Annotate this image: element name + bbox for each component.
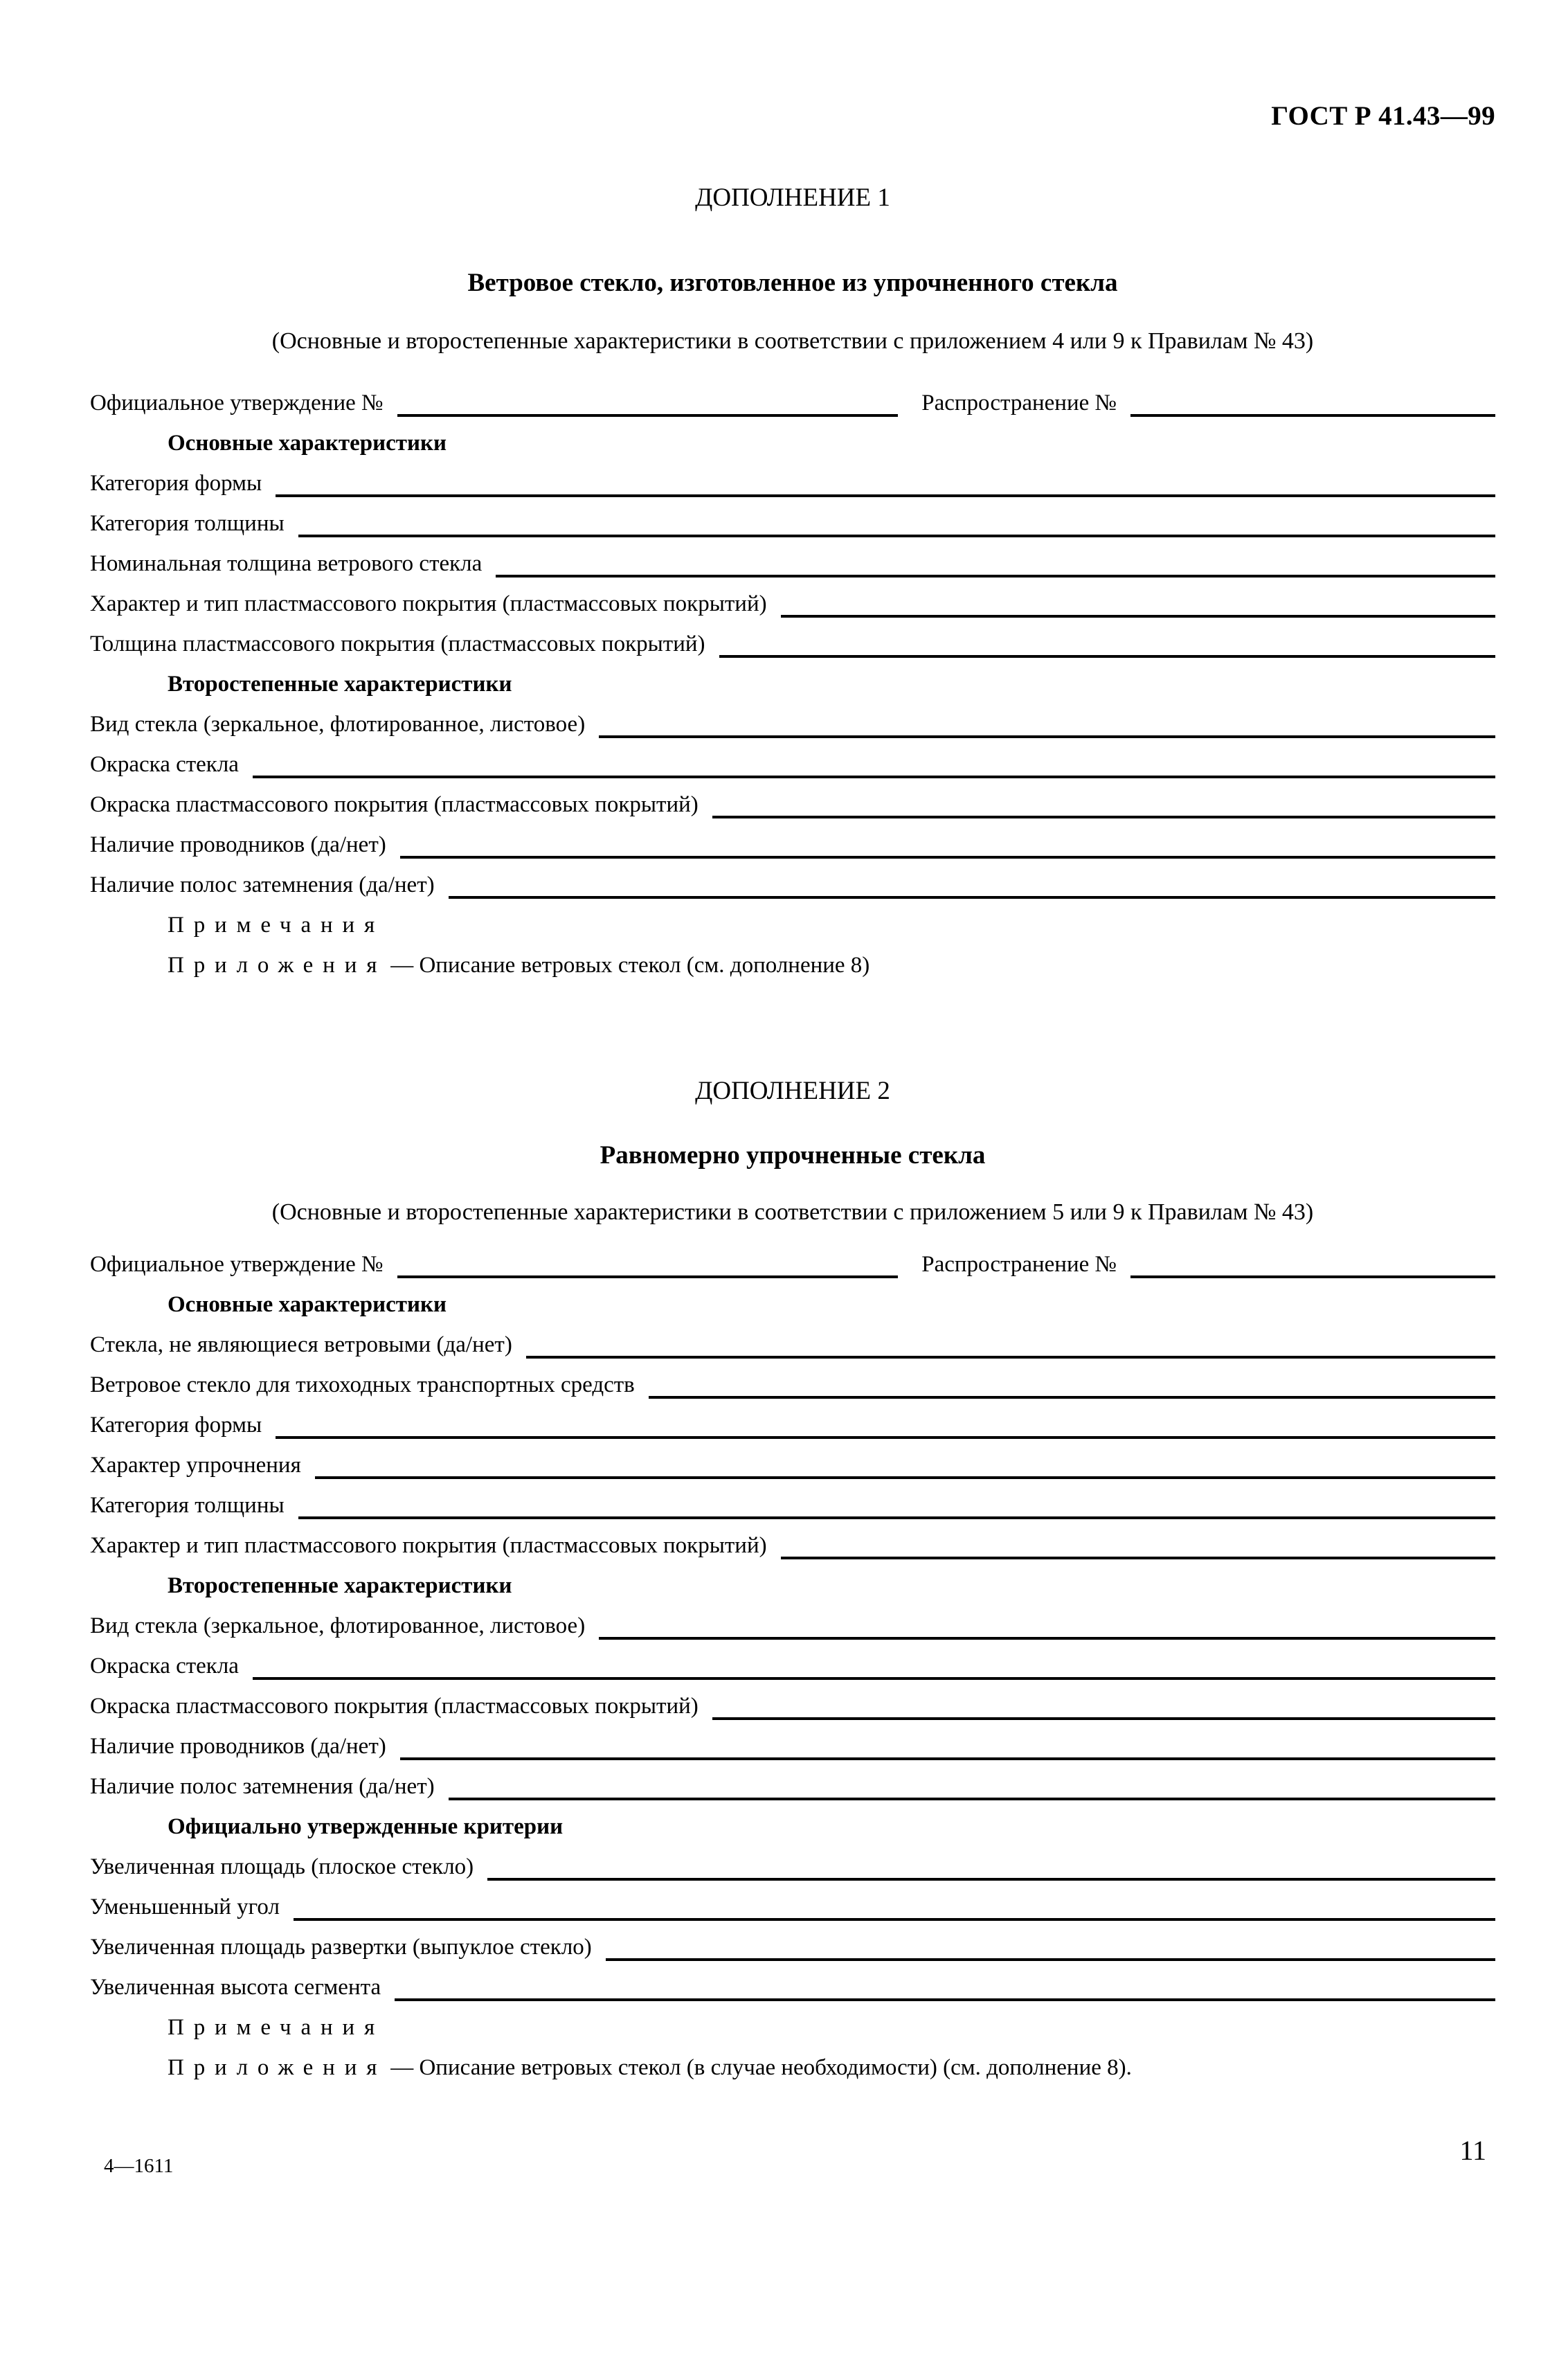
field-label: Характер упрочнения — [90, 1453, 301, 1478]
section-heading — [90, 1278, 1495, 1318]
approval-number-label: Официальное утверждение № — [90, 391, 384, 416]
field-input-line[interactable] — [599, 1636, 1495, 1640]
field-label: Окраска пластмассового покрытия (пластмассовых покрытий) — [90, 1694, 699, 1719]
field-input-line[interactable] — [449, 895, 1495, 899]
form-field-row — [90, 859, 1495, 899]
form-field-row — [90, 738, 1495, 778]
supplement-1-subtitle: (Основные и второстепенные характеристики в соответствии с приложением 4 или 9 к Правилам № 43) — [271, 328, 1314, 354]
distribution-number-pair — [921, 390, 1495, 417]
field-input-line[interactable] — [712, 1717, 1495, 1720]
field-input-line[interactable] — [298, 1516, 1495, 1519]
distribution-number-pair — [921, 1251, 1495, 1278]
section-heading-label: Основные характеристики — [168, 431, 447, 456]
form-field-row — [90, 1760, 1495, 1800]
field-input-line[interactable] — [449, 1797, 1495, 1800]
standard-number: ГОСТ Р 41.43—99 — [1271, 101, 1495, 131]
approval-number-pair — [90, 1251, 898, 1278]
field-input-line[interactable] — [526, 1355, 1495, 1359]
approval-number-line[interactable] — [397, 1275, 899, 1278]
form-field-row — [90, 1841, 1495, 1881]
form-field-row — [90, 1439, 1495, 1479]
field-label: Окраска стекла — [90, 752, 239, 778]
field-label: Наличие полос затемнения (да/нет) — [90, 872, 435, 898]
section-heading-label: Основные характеристики — [168, 1292, 447, 1318]
supplement-2-title: Равномерно упрочненные стекла — [600, 1141, 986, 1170]
supplement-1-title: Ветровое стекло, изготовленное из упрочненного стекла — [467, 269, 1118, 297]
field-input-line[interactable] — [606, 1958, 1495, 1961]
field-label: Окраска стекла — [90, 1654, 239, 1679]
approval-row — [90, 377, 1495, 417]
field-input-line[interactable] — [315, 1476, 1495, 1479]
annex-label: Приложения — [168, 2055, 387, 2081]
field-input-line[interactable] — [400, 1757, 1495, 1760]
print-order-number: 4—1611 — [104, 2155, 174, 2177]
field-label: Характер и тип пластмассового покрытия (пластмассовых покрытий) — [90, 1533, 767, 1559]
section-heading-label: Второстепенные характеристики — [168, 672, 512, 697]
field-input-line[interactable] — [253, 775, 1495, 778]
section-heading — [90, 417, 1495, 457]
annex-row — [90, 2041, 1495, 2081]
field-input-line[interactable] — [400, 855, 1495, 859]
field-input-line[interactable] — [298, 534, 1495, 537]
form-field-row — [90, 1881, 1495, 1921]
form-field-row — [90, 1640, 1495, 1680]
form-field-row — [90, 1359, 1495, 1399]
section-heading-label: Официально утвержденные критерии — [168, 1814, 564, 1840]
field-input-line[interactable] — [253, 1676, 1495, 1680]
field-label: Категория формы — [90, 471, 262, 496]
notes-row — [90, 2001, 1495, 2041]
field-label: Категория толщины — [90, 1493, 285, 1519]
field-label: Категория формы — [90, 1413, 262, 1438]
annex-text: — Описание ветровых стекол (в случае необходимости) (см. дополнение 8). — [390, 2055, 1132, 2081]
annex-row — [90, 939, 1495, 979]
field-label: Увеличенная площадь (плоское стекло) — [90, 1854, 474, 1880]
form-field-row — [90, 1519, 1495, 1559]
field-label: Ветровое стекло для тихоходных транспортных средств — [90, 1372, 635, 1398]
field-label: Наличие проводников (да/нет) — [90, 832, 386, 858]
field-label: Категория толщины — [90, 511, 285, 537]
form-field-row — [90, 1680, 1495, 1720]
field-input-line[interactable] — [276, 1435, 1495, 1439]
field-label: Увеличенная высота сегмента — [90, 1975, 381, 2000]
section-heading — [90, 1800, 1495, 1841]
field-label: Стекла, не являющиеся ветровыми (да/нет) — [90, 1332, 512, 1358]
form-field-row — [90, 497, 1495, 537]
field-label: Вид стекла (зеркальное, флотированное, листовое) — [90, 1613, 586, 1639]
field-input-line[interactable] — [712, 815, 1495, 818]
form-field-row — [90, 1720, 1495, 1760]
approval-row — [90, 1238, 1495, 1278]
distribution-number-line[interactable] — [1130, 413, 1495, 417]
supplement-1-heading: ДОПОЛНЕНИЕ 1 — [695, 183, 890, 212]
field-input-line[interactable] — [487, 1877, 1495, 1881]
form-field-row — [90, 1399, 1495, 1439]
form-field-row — [90, 818, 1495, 859]
field-input-line[interactable] — [781, 614, 1495, 618]
field-input-line[interactable] — [649, 1395, 1495, 1399]
approval-number-pair — [90, 390, 898, 417]
supplement-2 — [90, 1076, 1495, 2081]
approval-number-line[interactable] — [397, 413, 899, 417]
distribution-number-line[interactable] — [1130, 1275, 1495, 1278]
field-label: Окраска пластмассового покрытия (пластмассовых покрытий) — [90, 792, 699, 818]
annex-text: — Описание ветровых стекол (см. дополнение 8) — [390, 953, 870, 978]
supplement-2-fields — [90, 1278, 1495, 2001]
notes-label: Примечания — [168, 2015, 385, 2041]
form-field-row — [90, 537, 1495, 577]
field-label: Наличие полос затемнения (да/нет) — [90, 1774, 435, 1800]
form-field-row — [90, 1318, 1495, 1359]
notes-label: Примечания — [168, 913, 385, 938]
distribution-number-label: Распространение № — [921, 391, 1117, 416]
distribution-number-label: Распространение № — [921, 1252, 1117, 1278]
supplement-2-subtitle: (Основные и второстепенные характеристики в соответствии с приложением 5 или 9 к Правилам № 43) — [271, 1199, 1314, 1225]
section-heading-label: Второстепенные характеристики — [168, 1573, 512, 1599]
form-field-row — [90, 778, 1495, 818]
section-heading — [90, 658, 1495, 698]
field-input-line[interactable] — [719, 654, 1495, 658]
field-input-line[interactable] — [294, 1917, 1495, 1921]
field-input-line[interactable] — [276, 494, 1495, 497]
annex-label: Приложения — [168, 953, 387, 978]
field-label: Уменьшенный угол — [90, 1895, 280, 1920]
field-label: Толщина пластмассового покрытия (пластмассовых покрытий) — [90, 632, 705, 657]
field-label: Наличие проводников (да/нет) — [90, 1734, 386, 1759]
form-field-row — [90, 577, 1495, 618]
form-field-row — [90, 1961, 1495, 2001]
page-number: 11 — [1459, 2135, 1486, 2166]
field-input-line[interactable] — [395, 1998, 1495, 2001]
form-field-row — [90, 457, 1495, 497]
notes-row — [90, 899, 1495, 939]
form-field-row — [90, 618, 1495, 658]
field-input-line[interactable] — [781, 1556, 1495, 1559]
field-label: Характер и тип пластмассового покрытия (пластмассовых покрытий) — [90, 591, 767, 617]
supplement-1 — [90, 183, 1495, 979]
form-field-row — [90, 698, 1495, 738]
form-field-row — [90, 1600, 1495, 1640]
field-input-line[interactable] — [599, 735, 1495, 738]
field-input-line[interactable] — [496, 574, 1495, 577]
form-field-row — [90, 1921, 1495, 1961]
approval-number-label: Официальное утверждение № — [90, 1252, 384, 1278]
supplement-1-fields — [90, 417, 1495, 899]
supplement-2-heading: ДОПОЛНЕНИЕ 2 — [695, 1077, 890, 1105]
field-label: Увеличенная площадь развертки (выпуклое стекло) — [90, 1935, 592, 1960]
form-field-row — [90, 1479, 1495, 1519]
field-label: Номинальная толщина ветрового стекла — [90, 551, 483, 577]
section-heading — [90, 1559, 1495, 1600]
field-label: Вид стекла (зеркальное, флотированное, листовое) — [90, 712, 586, 737]
